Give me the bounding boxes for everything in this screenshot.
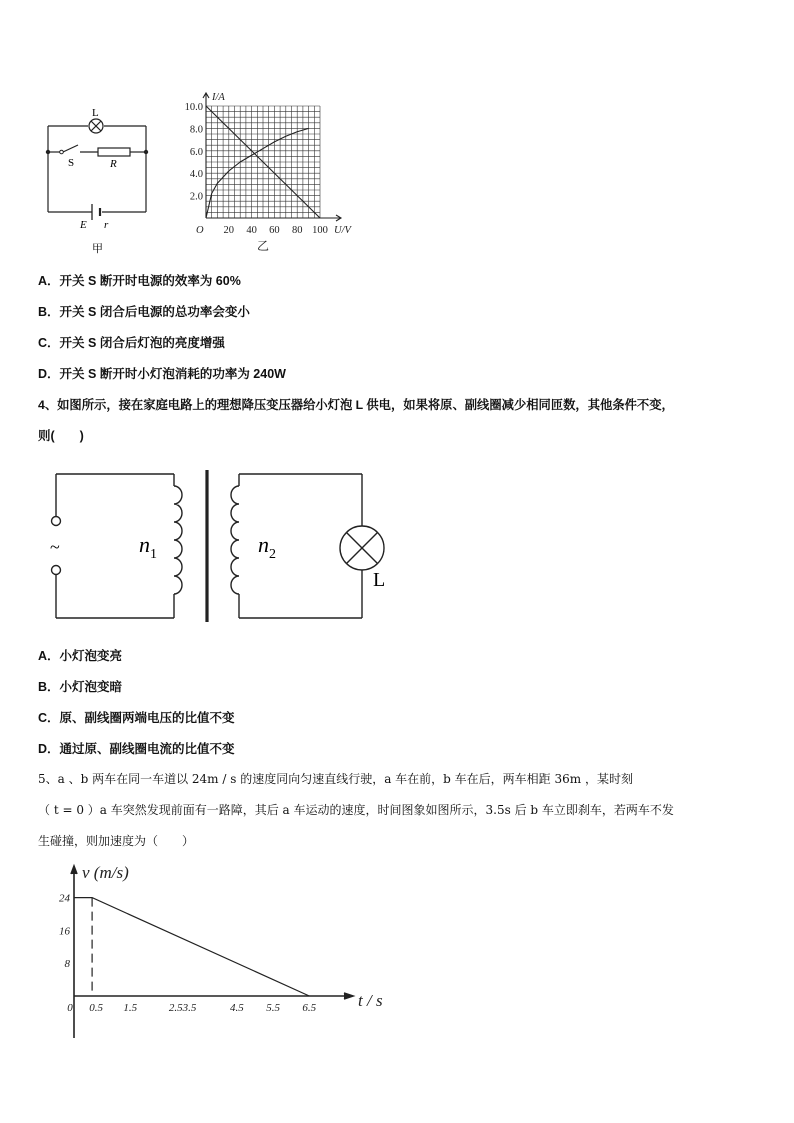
t-tick-label: 1.5 <box>123 1002 138 1014</box>
t-tick-label: 5.5 <box>266 1002 280 1014</box>
option-letter: D． <box>38 742 60 756</box>
lamp-label: L <box>92 107 99 119</box>
y-tick-label: 6.0 <box>189 146 203 158</box>
resistor-label: R <box>110 158 117 170</box>
t-tick-label: 0 <box>67 1002 73 1014</box>
q4-stem-line1: 4、如图所示，接在家庭电路上的理想降压变压器给小灯泡 L 供电，如果将原、副线圈减少相同匝数，其他条件不变， <box>38 398 674 412</box>
q3-option-b[interactable] <box>38 302 250 320</box>
v-axis-label: v (m/s) <box>82 863 129 882</box>
y-tick-label: 4.0 <box>189 169 203 181</box>
n2-main: n <box>258 532 269 557</box>
option-text: 开关 S 闭合后电源的总功率会变小 <box>59 305 250 319</box>
t-tick-label: 0.5 <box>89 1002 103 1014</box>
option-text: 小灯泡变暗 <box>59 680 123 694</box>
y-axis-label: I/A <box>212 92 225 103</box>
option-text: 开关 S 闭合后灯泡的亮度增强 <box>59 336 225 350</box>
option-text: 开关 S 断开时电源的效率为 60% <box>59 274 241 288</box>
source-e-label: E <box>80 219 87 231</box>
lamp-l-label: L <box>373 569 386 591</box>
n1-label <box>139 532 157 562</box>
option-text: 原、副线圈两端电压的比值不变 <box>59 711 235 725</box>
option-letter: B． <box>38 680 60 694</box>
q5-stem-line3: 生碰撞，则加速度为（ ） <box>38 834 195 848</box>
x-tick-label: 40 <box>246 225 257 236</box>
v-tick-label: 16 <box>59 925 70 938</box>
n1-subscript: 1 <box>150 547 157 562</box>
q3-option-d[interactable] <box>38 364 286 382</box>
n1-main: n <box>139 532 150 557</box>
y-tick-label: 2.0 <box>189 191 203 203</box>
caption-jia: 甲 <box>92 243 103 255</box>
option-letter: B． <box>38 305 60 319</box>
x-tick-label: 100 <box>312 225 328 236</box>
option-letter: A． <box>38 649 60 663</box>
t-tick-label: 4.5 <box>230 1002 244 1014</box>
q4-option-d[interactable] <box>38 739 235 757</box>
x-tick-label: 20 <box>223 225 235 236</box>
v-axis-arrow <box>71 866 77 874</box>
n2-subscript: 2 <box>269 547 276 562</box>
option-text: 开关 S 断开时小灯泡消耗的功率为 240W <box>59 367 286 381</box>
caption-yi: 乙 <box>257 239 270 252</box>
q3-option-a[interactable] <box>38 271 241 289</box>
x-axis-label: U/V <box>334 225 351 236</box>
v-tick-label: 24 <box>59 892 70 905</box>
option-letter: C． <box>38 336 60 350</box>
n2-label <box>258 532 276 562</box>
q4-option-a[interactable] <box>38 646 122 664</box>
ac-symbol: ~ <box>50 537 60 557</box>
q4-option-c[interactable] <box>38 708 235 726</box>
option-letter: C． <box>38 711 60 725</box>
x-tick-label: 60 <box>269 225 280 236</box>
x-tick-label: 80 <box>291 225 303 236</box>
switch-label: S <box>68 157 75 169</box>
t-axis-arrow <box>344 993 353 999</box>
option-letter: A． <box>38 274 60 288</box>
t-tick-label: 2.53.5 <box>168 1002 197 1014</box>
transformer-diagram <box>40 466 400 626</box>
velocity-line <box>74 898 309 996</box>
q4-stem-line2: 则( ) <box>38 429 84 443</box>
origin-label: O <box>196 225 204 236</box>
option-text: 通过原、副线圈电流的比值不变 <box>59 742 235 756</box>
option-letter: D． <box>38 367 60 381</box>
graph-yi <box>176 86 366 252</box>
option-text: 小灯泡变亮 <box>59 649 123 663</box>
q3-option-c[interactable] <box>38 333 225 351</box>
t-axis-label: t / s <box>358 991 383 1010</box>
v-tick-label: 8 <box>64 958 70 971</box>
q5-stem-line2: （ t = 0 ）a 车突然发现前面有一路障，其后 a 车运动的速度，时间图象如图所示，3.5s 后 b 车立即刹车，若两车不发 <box>38 803 674 817</box>
vt-chart <box>50 862 410 1044</box>
circuit-jia <box>40 100 160 260</box>
q5-stem-line1: 5、a 、b 两车在同一车道以 24m / s 的速度同向匀速直线行驶，a 车在前，b 车在后，两车相距 36m ，某时刻 <box>38 772 633 786</box>
q4-option-b[interactable] <box>38 677 122 695</box>
y-tick-label: 8.0 <box>189 124 203 136</box>
t-tick-label: 6.5 <box>302 1002 317 1014</box>
y-tick-label: 10.0 <box>184 102 203 113</box>
source-r-label: r <box>104 219 109 231</box>
